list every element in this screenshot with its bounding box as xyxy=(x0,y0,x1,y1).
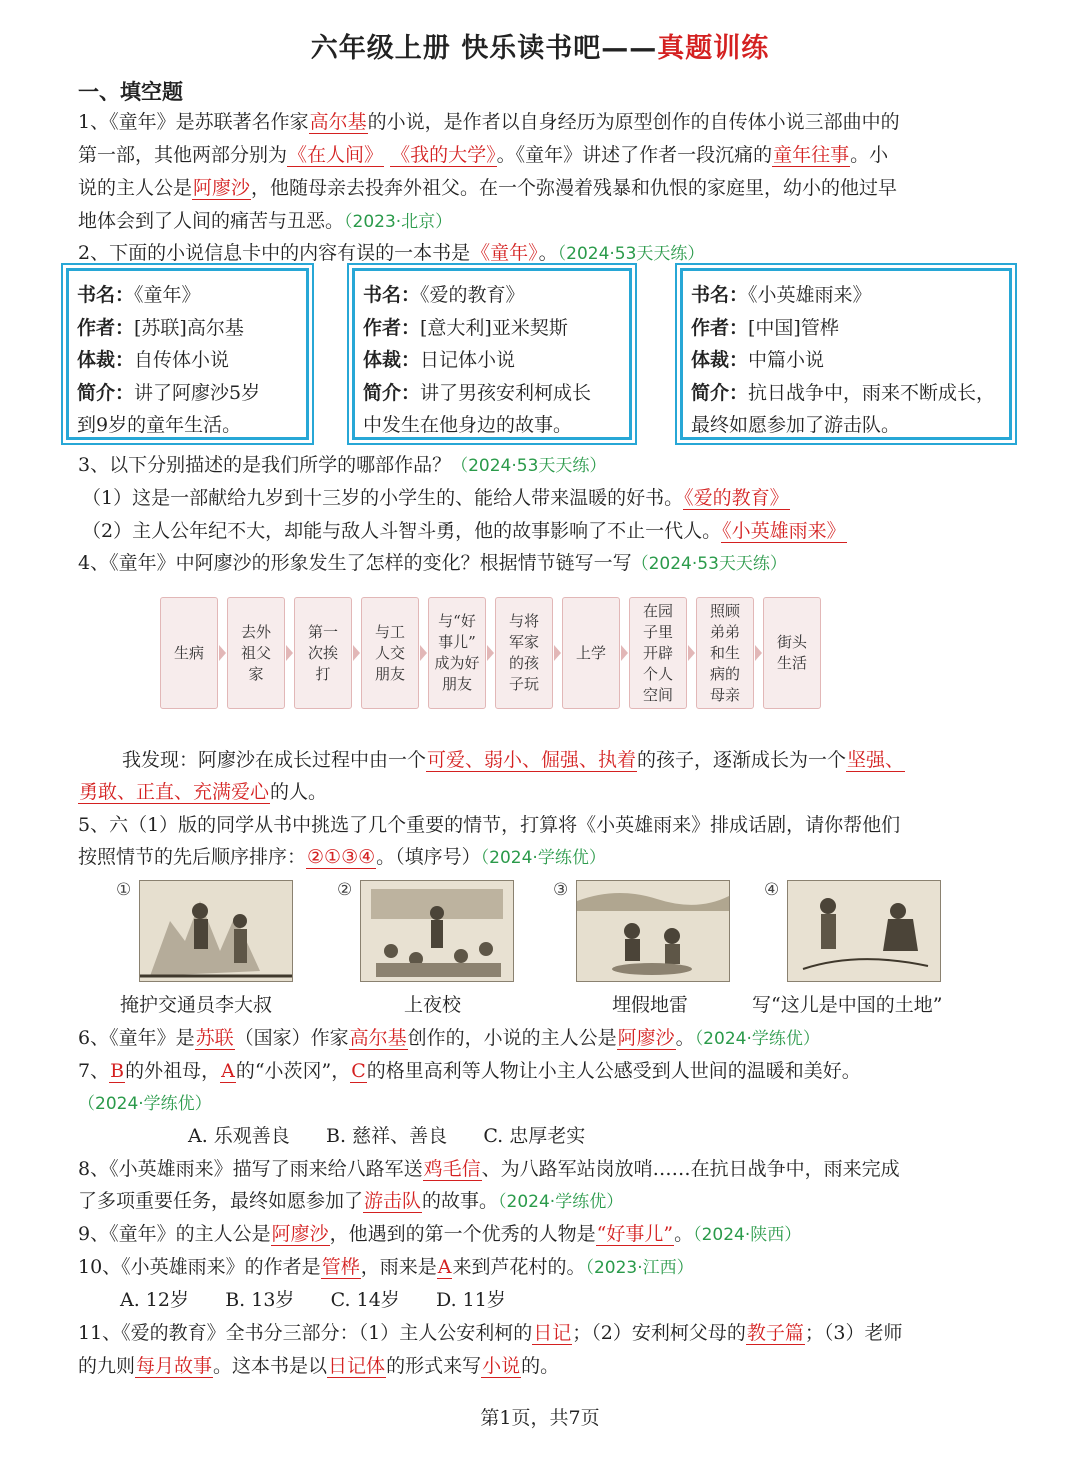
chain-step-text: 人交 xyxy=(374,643,405,662)
chain-step xyxy=(160,597,218,709)
chain-step-text: 照顾 xyxy=(709,601,740,620)
chain-step-text: 的孩 xyxy=(508,654,539,672)
chain-step-text: 在园 xyxy=(642,601,673,620)
chain-step xyxy=(562,597,620,709)
chain-step xyxy=(495,597,553,709)
q4-line: 4、《童年》中阿廖沙的形象发生了怎样的变化？根据情节链写一写（2024·53天天练） xyxy=(78,552,787,574)
chain-step-text: 第一 xyxy=(307,622,338,641)
chain-step-text: 朋友 xyxy=(441,675,472,693)
chain-step-text: 与“好 xyxy=(438,612,476,630)
info-card: 书名：《爱的教育》 作者：[意大利]亚米契斯 体裁：日记体小说 简介：讲了男孩安利柯成长 中发生在他身边的故事。 xyxy=(352,268,632,440)
chain-step-text: 和生 xyxy=(709,643,740,662)
illustration-image xyxy=(139,880,293,982)
chain-step xyxy=(629,597,687,709)
info-card: 书名：《童年》 作者：[苏联]高尔基 体裁：自传体小说 简介：讲了阿廖沙5岁 到9岁的童年生活。 xyxy=(66,268,309,440)
q11-line2: 的九则每月故事。这本书是以日记体的形式来写小说的。 xyxy=(78,1355,560,1377)
chain-step xyxy=(696,597,754,709)
chain-arrow-icon xyxy=(554,645,561,661)
chain-arrow-icon xyxy=(286,645,293,661)
q3-sub2: （2）主人公年纪不大，却能与敌人斗智斗勇，他的故事影响了不止一代人。《小英雄雨来》 xyxy=(82,520,846,542)
chain-step-text: 子玩 xyxy=(508,675,539,693)
chain-step-text: 个人 xyxy=(642,664,673,683)
q1-line4: 地体会到了人间的痛苦与丑恶。（2023·北京） xyxy=(78,210,453,232)
chain-step-text: 生活 xyxy=(776,654,807,672)
chain-step-text: 上学 xyxy=(575,643,606,662)
q4-finding: 我发现：阿廖沙在成长过程中由一个可爱、弱小、倔强、执着的孩子，逐渐成长为一个坚强、 xyxy=(122,749,905,771)
chain-arrow-icon xyxy=(420,645,427,661)
illustration-image xyxy=(787,880,941,982)
chain-step-text: 去外 xyxy=(240,622,271,641)
chain-step-text: 朋友 xyxy=(374,664,405,683)
illustration-image xyxy=(576,880,730,982)
q7-line: 7、B的外祖母，A的“小茨冈”，C的格里高利等人物让小主人公感受到人世间的温暖和美好。 xyxy=(78,1060,861,1082)
chain-step-text: 弟弟 xyxy=(709,622,740,641)
q9-line: 9、《童年》的主人公是阿廖沙，他遇到的第一个优秀的人物是“好事儿”。（2024·陕西） xyxy=(78,1223,802,1245)
page-footer: 第1页，共7页 xyxy=(480,1407,600,1429)
picture-number: ④ xyxy=(764,880,780,900)
chain-step xyxy=(294,597,352,709)
chain-step-text: 事儿” xyxy=(438,633,476,651)
chain-step-text: 打 xyxy=(315,664,331,683)
chain-step-text: 与工 xyxy=(374,622,405,641)
illustration-image xyxy=(360,880,514,982)
chain-arrow-icon xyxy=(219,645,226,661)
q3-line: 3、以下分别描述的是我们所学的哪部作品？（2024·53天天练） xyxy=(78,454,607,476)
chain-arrow-icon xyxy=(688,645,695,661)
q1-line3: 说的主人公是阿廖沙，他随母亲去投奔外祖父。在一个弥漫着残暴和仇恨的家庭里，幼小的他过早 xyxy=(78,177,898,199)
q6-line: 6、《童年》是苏联（国家）作家高尔基创作的，小说的主人公是阿廖沙。（2024·学练优） xyxy=(78,1027,820,1049)
chain-arrow-icon xyxy=(755,645,762,661)
chain-step-text: 病的 xyxy=(709,664,740,683)
chain-step xyxy=(361,597,419,709)
chain-step-text: 开辟 xyxy=(642,643,673,662)
q7-options: A. 乐观善良 B. 慈祥、善良 C. 忠厚老实 xyxy=(188,1125,586,1147)
q5-line1: 5、六（1）版的同学从书中挑选了几个重要的情节，打算将《小英雄雨来》排成话剧，请你帮他们 xyxy=(78,814,901,836)
q3-sub1: （1）这是一部献给九岁到十三岁的小学生的、能给人带来温暖的好书。《爱的教育》 xyxy=(82,487,789,509)
chain-arrow-icon xyxy=(353,645,360,661)
q1-line2: 第一部，其他两部分别为《在人间》 《我的大学》。《童年》讲述了作者一段沉痛的童年往事。小 xyxy=(78,144,889,166)
chain-step-text: 军家 xyxy=(508,633,539,651)
picture-number: ① xyxy=(116,880,132,900)
section-title: 一、填空题 xyxy=(78,80,183,104)
picture-number: ③ xyxy=(553,880,569,900)
chain-step xyxy=(227,597,285,709)
picture-caption: 埋假地雷 xyxy=(612,994,689,1016)
chain-step-text: 与将 xyxy=(508,612,539,630)
chain-step-text: 祖父 xyxy=(240,643,271,662)
plot-chain xyxy=(160,597,826,709)
q5-line2: 按照情节的先后顺序排序：②①③④。（填序号）（2024·学练优） xyxy=(78,846,606,868)
chain-step-text: 成为好 xyxy=(434,654,480,672)
chain-step-text: 子里 xyxy=(642,622,673,641)
picture-caption: 上夜校 xyxy=(404,994,462,1016)
chain-arrow-icon xyxy=(487,645,494,661)
chain-step-text: 母亲 xyxy=(709,685,740,704)
q4-finding-2: 勇敢、正直、充满爱心的人。 xyxy=(79,781,328,803)
chain-step xyxy=(763,597,821,709)
q8-line2: 了多项重要任务，最终如愿参加了游击队的故事。（2024·学练优） xyxy=(78,1190,624,1212)
picture-number: ② xyxy=(337,880,353,900)
q7-source: （2024·学练优） xyxy=(78,1094,212,1114)
q8-line1: 8、《小英雄雨来》描写了雨来给八路军送鸡毛信、为八路军站岗放哨……在抗日战争中，雨来完成 xyxy=(78,1158,900,1180)
picture-caption: 掩护交通员李大叔 xyxy=(120,994,273,1016)
info-card: 书名：《小英雄雨来》 作者：[中国]管桦 体裁：中篇小说 简介：抗日战争中，雨来不断成长， 最终如愿参加了游击队。 xyxy=(680,268,1012,440)
picture-caption: 写“这儿是中国的土地” xyxy=(752,994,943,1016)
chain-arrow-icon xyxy=(621,645,628,661)
q2-line: 2、下面的小说信息卡中的内容有误的一本书是《童年》。（2024·53天天练） xyxy=(78,242,705,264)
chain-step-text: 家 xyxy=(248,664,264,683)
q1-line1: 1、《童年》是苏联著名作家高尔基的小说，是作者以自身经历为原型创作的自传体小说三部曲中的 xyxy=(78,111,900,133)
q11-line1: 11、《爱的教育》全书分三部分：（1）主人公安利柯的日记；（2）安利柯父母的教子篇；（3）老师 xyxy=(78,1322,903,1344)
chain-step-text: 次挨 xyxy=(307,643,338,662)
chain-step-text: 街头 xyxy=(776,633,807,651)
q10-line: 10、《小英雄雨来》的作者是管桦，雨来是A来到芦花村的。（2023·江西） xyxy=(78,1256,694,1278)
chain-step-text: 空间 xyxy=(642,685,673,704)
chain-step xyxy=(428,597,486,709)
q10-options: A. 12岁 B. 13岁 C. 14岁 D. 11岁 xyxy=(120,1289,506,1311)
page-title: 六年级上册 快乐读书吧——真题训练 xyxy=(310,33,770,64)
chain-step-text: 生病 xyxy=(173,643,204,662)
